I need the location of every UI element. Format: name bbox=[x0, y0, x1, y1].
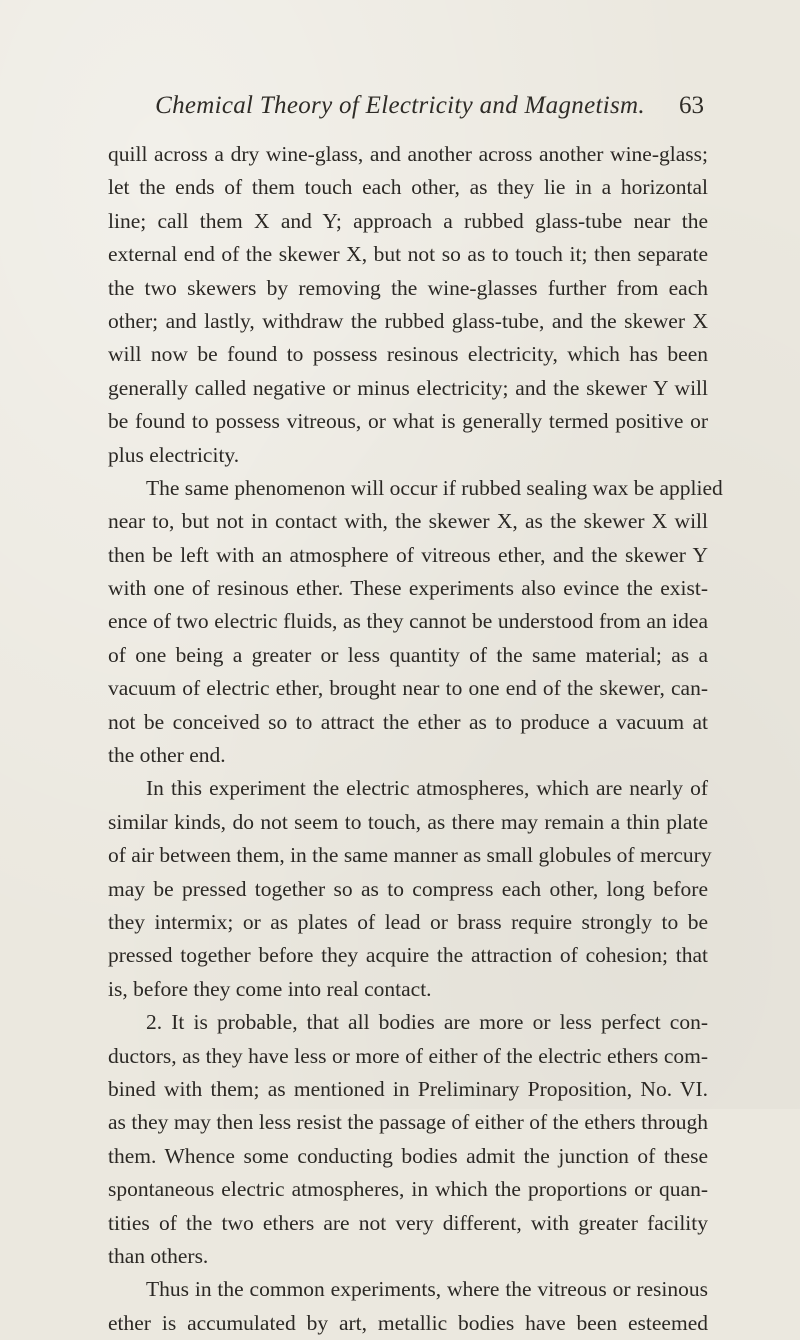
text-line: quill across a dry wine-glass, and another across another wine-glass; bbox=[108, 142, 708, 166]
text-line: as they may then less resist the passage of either of the ethers through bbox=[108, 1110, 708, 1135]
text-line: vacuum of electric ether, brought near to one end of the skewer, can- bbox=[108, 676, 708, 701]
text-line: is, before they come into real contact. bbox=[108, 976, 432, 1001]
text-line: line; call them X and Y; approach a rubbed glass-tube near the bbox=[108, 208, 708, 233]
text-line: of air between them, in the same manner as small globules of mercury bbox=[108, 843, 712, 868]
text-line: other; and lastly, withdraw the rubbed glass-tube, and the skewer X bbox=[108, 308, 708, 333]
text-line: with one of resinous ether. These experiments also evince the exist- bbox=[108, 576, 708, 601]
text-line: than others. bbox=[108, 1243, 209, 1268]
text-line: not be conceived so to attract the ether as to produce a vacuum at bbox=[108, 709, 708, 734]
text-line: them. Whence some conducting bodies admit the junction of these bbox=[108, 1143, 708, 1168]
text-line: Thus in the common experiments, where the vitreous or resinous bbox=[146, 1277, 708, 1302]
running-head bbox=[0, 92, 800, 122]
body-text bbox=[108, 138, 723, 1340]
text-line: may be pressed together so as to compress each other, long before bbox=[108, 876, 708, 901]
text-line: In this experiment the electric atmospheres, which are nearly of bbox=[146, 776, 708, 801]
text-line: 2. It is probable, that all bodies are more or less perfect con- bbox=[146, 1010, 708, 1035]
page-number: 63 bbox=[679, 92, 704, 119]
text-line: pressed together before they acquire the attraction of cohesion; that bbox=[108, 943, 708, 968]
text-line: of one being a greater or less quantity of the same material; as a bbox=[108, 642, 708, 667]
text-line: then be left with an atmosphere of vitreous ether, and the skewer Y bbox=[108, 542, 708, 567]
text-line: external end of the skewer X, but not so as to touch it; then separate bbox=[108, 242, 708, 267]
text-line: be found to possess vitreous, or what is generally termed positive or bbox=[108, 409, 708, 434]
text-line: they intermix; or as plates of lead or brass require strongly to be bbox=[108, 909, 708, 934]
text-line: The same phenomenon will occur if rubbed sealing wax be applied bbox=[146, 475, 723, 500]
text-line: bined with them; as mentioned in Preliminary Proposition, No. VI. bbox=[108, 1076, 708, 1101]
text-line: generally called negative or minus electricity; and the skewer Y will bbox=[108, 375, 708, 400]
running-title: Chemical Theory of Electricity and Magnetism. bbox=[155, 92, 645, 119]
text-line: near to, but not in contact with, the skewer X, as the skewer X will bbox=[108, 509, 708, 534]
text-line: the other end. bbox=[108, 743, 226, 768]
text-line: tities of the two ethers are not very different, with greater facility bbox=[108, 1210, 708, 1235]
text-line: ence of two electric fluids, as they cannot be understood from an idea bbox=[108, 609, 708, 634]
text-line: spontaneous electric atmospheres, in which the proportions or quan- bbox=[108, 1177, 708, 1202]
text-line: let the ends of them touch each other, as they lie in a horizontal bbox=[108, 175, 708, 200]
text-line: will now be found to possess resinous electricity, which has been bbox=[108, 342, 708, 367]
text-line: ether is accumulated by art, metallic bodies have been esteemed bbox=[108, 1310, 708, 1335]
text-line: ductors, as they have less or more of either of the electric ethers com- bbox=[108, 1043, 708, 1068]
text-line: plus electricity. bbox=[108, 442, 240, 467]
text-line: the two skewers by removing the wine-glasses further from each bbox=[108, 275, 708, 300]
text-line: similar kinds, do not seem to touch, as there may remain a thin plate bbox=[108, 809, 708, 834]
